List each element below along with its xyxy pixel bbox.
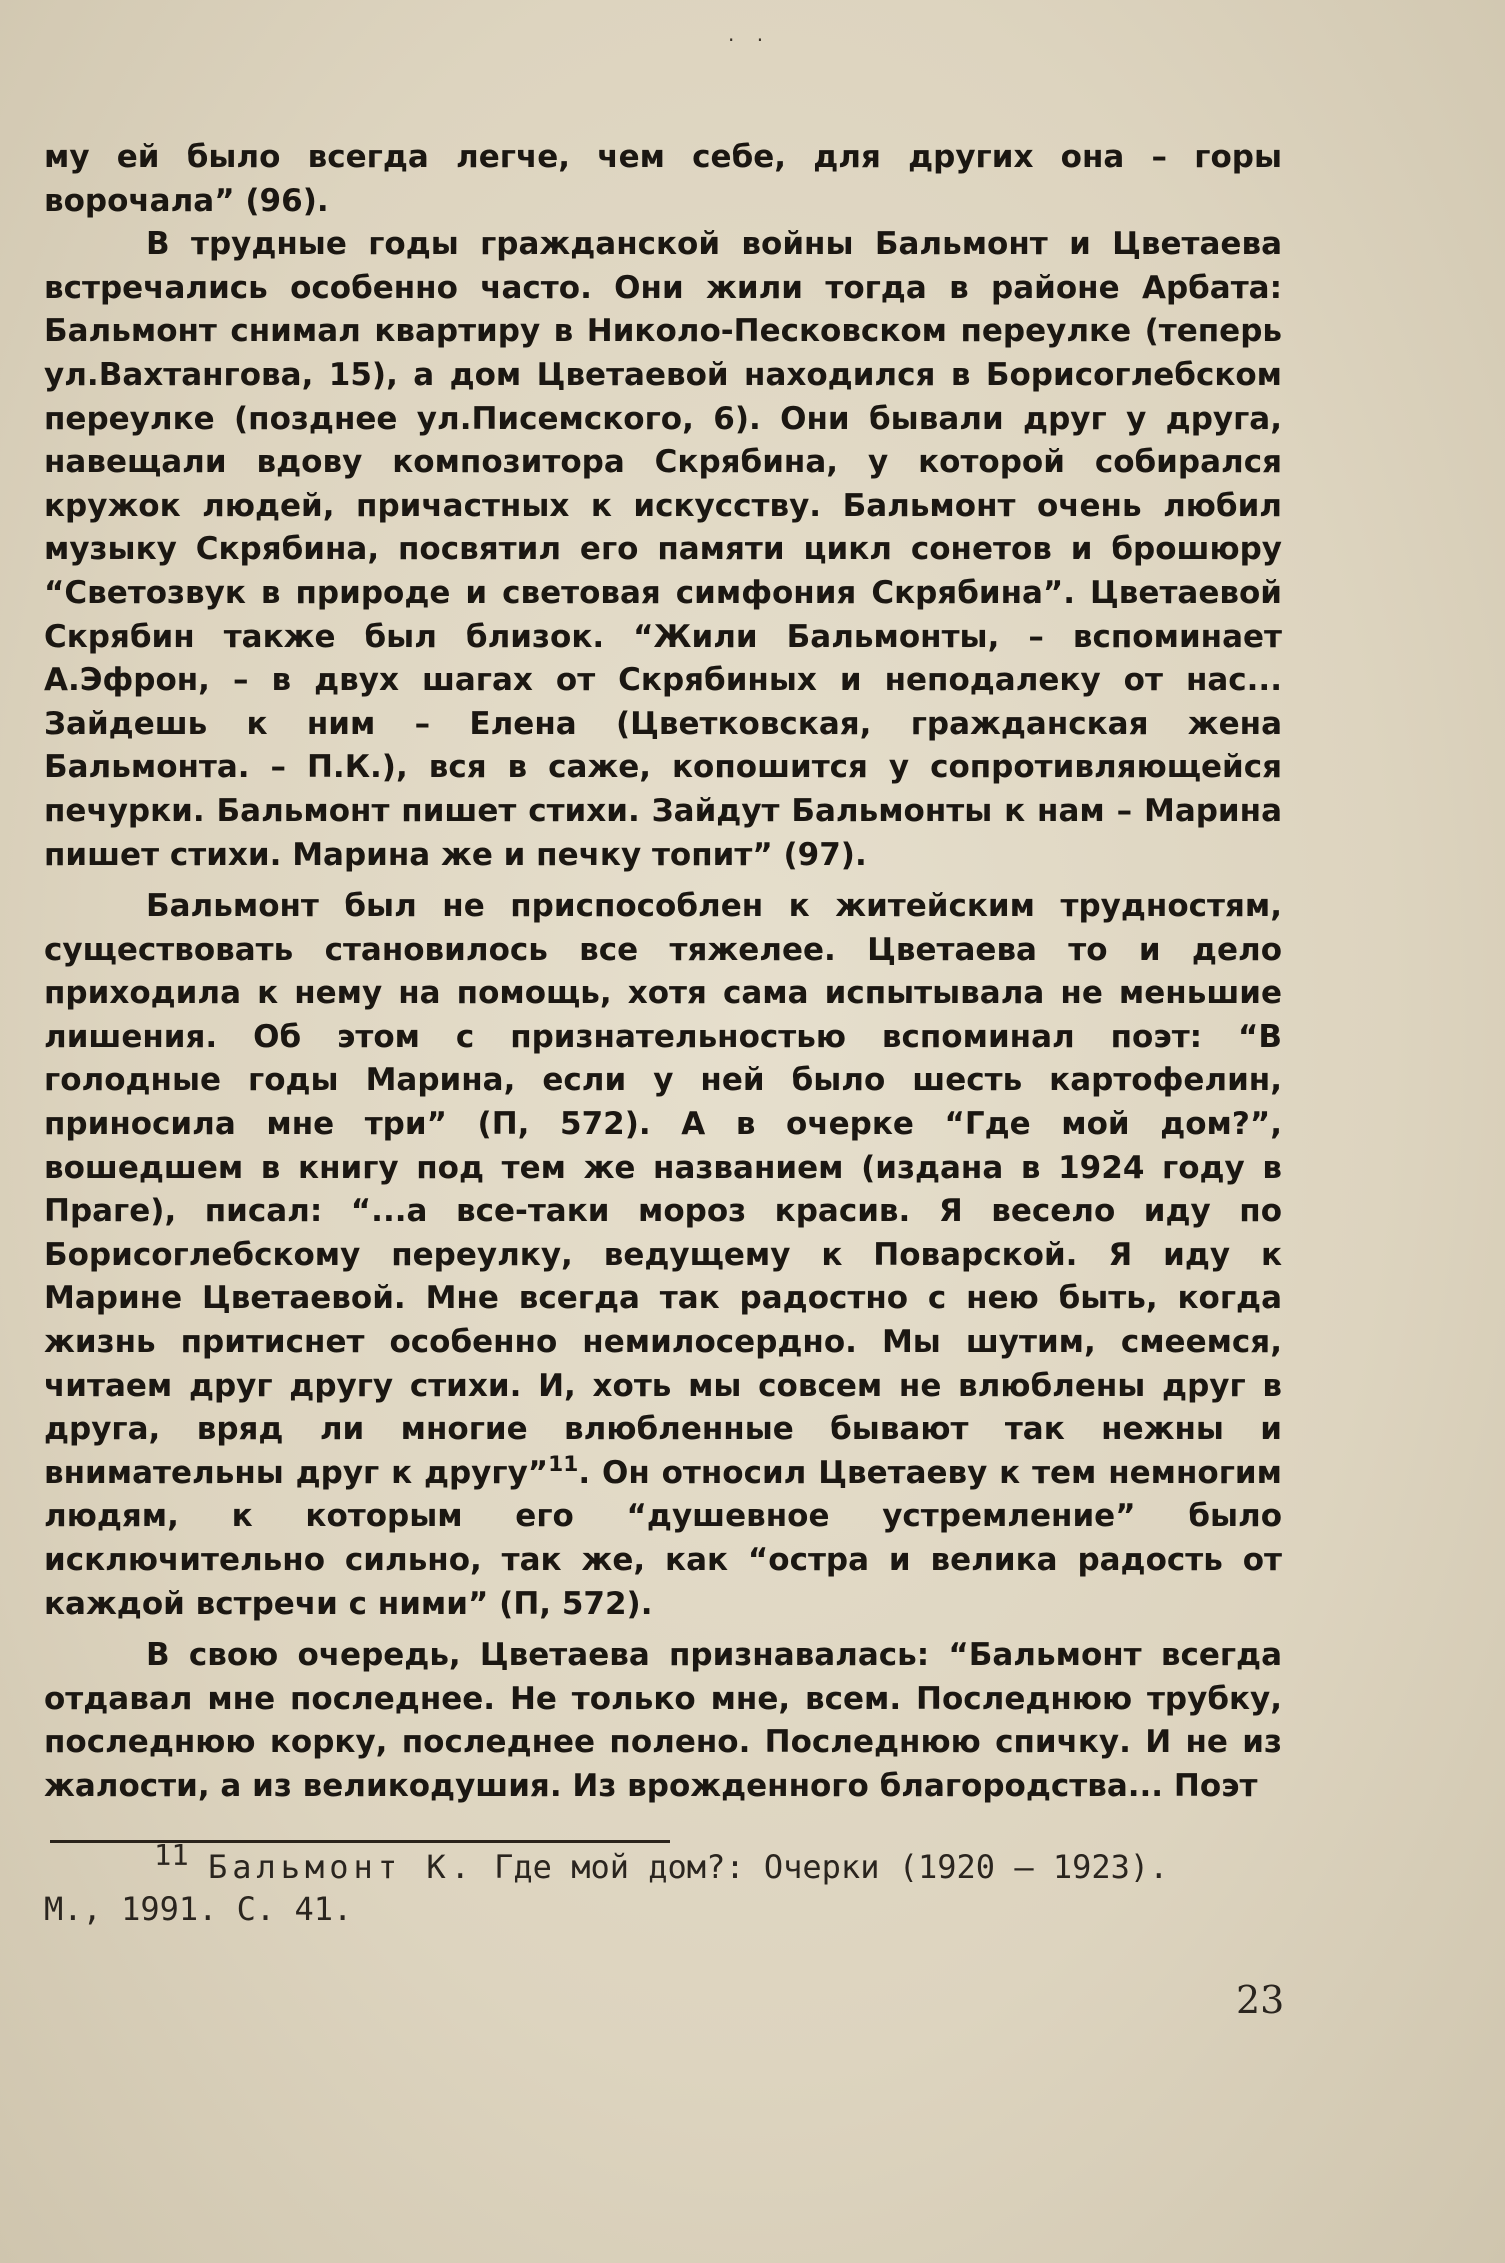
footnote [44,1838,1282,1930]
footnote-reference: 11 [548,1451,579,1477]
paragraph-4: В свою очередь, Цветаева признавалась: “Бальмонт всегда отдавал мне последнее. Не только мне, всем. Последнюю трубку, последнюю корку, последнее полено. Последнюю спичку. И не из жалости, а из великодушия. Из врожденного благородства... Поэт [44,1637,1282,1804]
page-number: 23 [1236,1978,1285,2022]
paragraph-2: В трудные годы гражданской войны Бальмонт и Цветаева встречались особенно часто. Они жили тогда в районе Арбата: Бальмонт снимал квартиру в Николо-Песковском переулке (теперь ул.Вахтангова, 15), а дом Цветаевой находился в Борисоглебском переулке (позднее ул.Писемского, 6). Они бывали друг у друга, навещали вдову композитора Скрябина, у которой собирался кружок людей, причастных к искусству. Бальмонт очень любил музыку Скрябина, посвятил его памяти цикл сонетов и брошюру “Светозвук в природе и световая симфония Скрябина”. Цветаевой Скрябин также был близок. “Жили Бальмонты, – вспоминает А.Эфрон, – в двух шагах от Скрябиных и неподалеку от нас... Зайдешь к ним – Елена (Цветковская, гражданская жена Бальмонта. – П.К.), вся в саже, копошится у сопротивляющейся печурки. Бальмонт пишет стихи. Зайдут Бальмонты к нам – Марина пишет стихи. Марина же и печку топит” (97). [44,226,1282,873]
footnote-marker: 11 [154,1838,189,1873]
footnote-author: Бальмонт К. [207,1848,475,1886]
paragraph-3-part-2: . Он относил Цветаеву к тем немногим людям, к которым его “душевное устремление” было исключительно сильно, так же, как “остра и велика радость от каждой встречи с ними” (П, 572). [44,1454,1282,1622]
paragraph-1: му ей было всегда легче, чем себе, для других она – горы ворочала” (96). [44,139,1282,219]
page-specks: · · [728,28,772,52]
body-text [44,136,1282,1809]
footnote-title: Где мой дом?: Очерки (1920 – 1923). [474,1848,1169,1886]
paragraph-3-part-1: Бальмонт был не приспособлен к житейским трудностям, существовать становилось все тяжелее. Цветаева то и дело приходила к нему на помощь, хотя сама испытывала не меньшие лишения. Об этом с признательностью вспоминал поэт: “В голодные годы Марина, если у ней было шесть картофелин, приносила мне три” (П, 572). А в очерке “Где мой дом?”, вошедшем в книгу под тем же названием (издана в 1924 году в Праге), писал: “...а все-таки мороз красив. Я весело иду по Борисоглебскому переулку, ведущему к Поварской. Я иду к Марине Цветаевой. Мне всегда так радостно с нею быть, когда жизнь притиснет особенно немилосердно. Мы шутим, смеемся, читаем друг другу стихи. И, хоть мы совсем не влюблены друг в друга, вряд ли многие влюбленные бывают так нежны и внимательны друг к другу” [44,888,1282,1491]
paragraph-3 [44,885,1282,1626]
footnote-line-2: М., 1991. С. 41. [44,1890,353,1928]
footnote-divider [50,1840,670,1843]
footnote-line-1 [44,1838,1282,1888]
